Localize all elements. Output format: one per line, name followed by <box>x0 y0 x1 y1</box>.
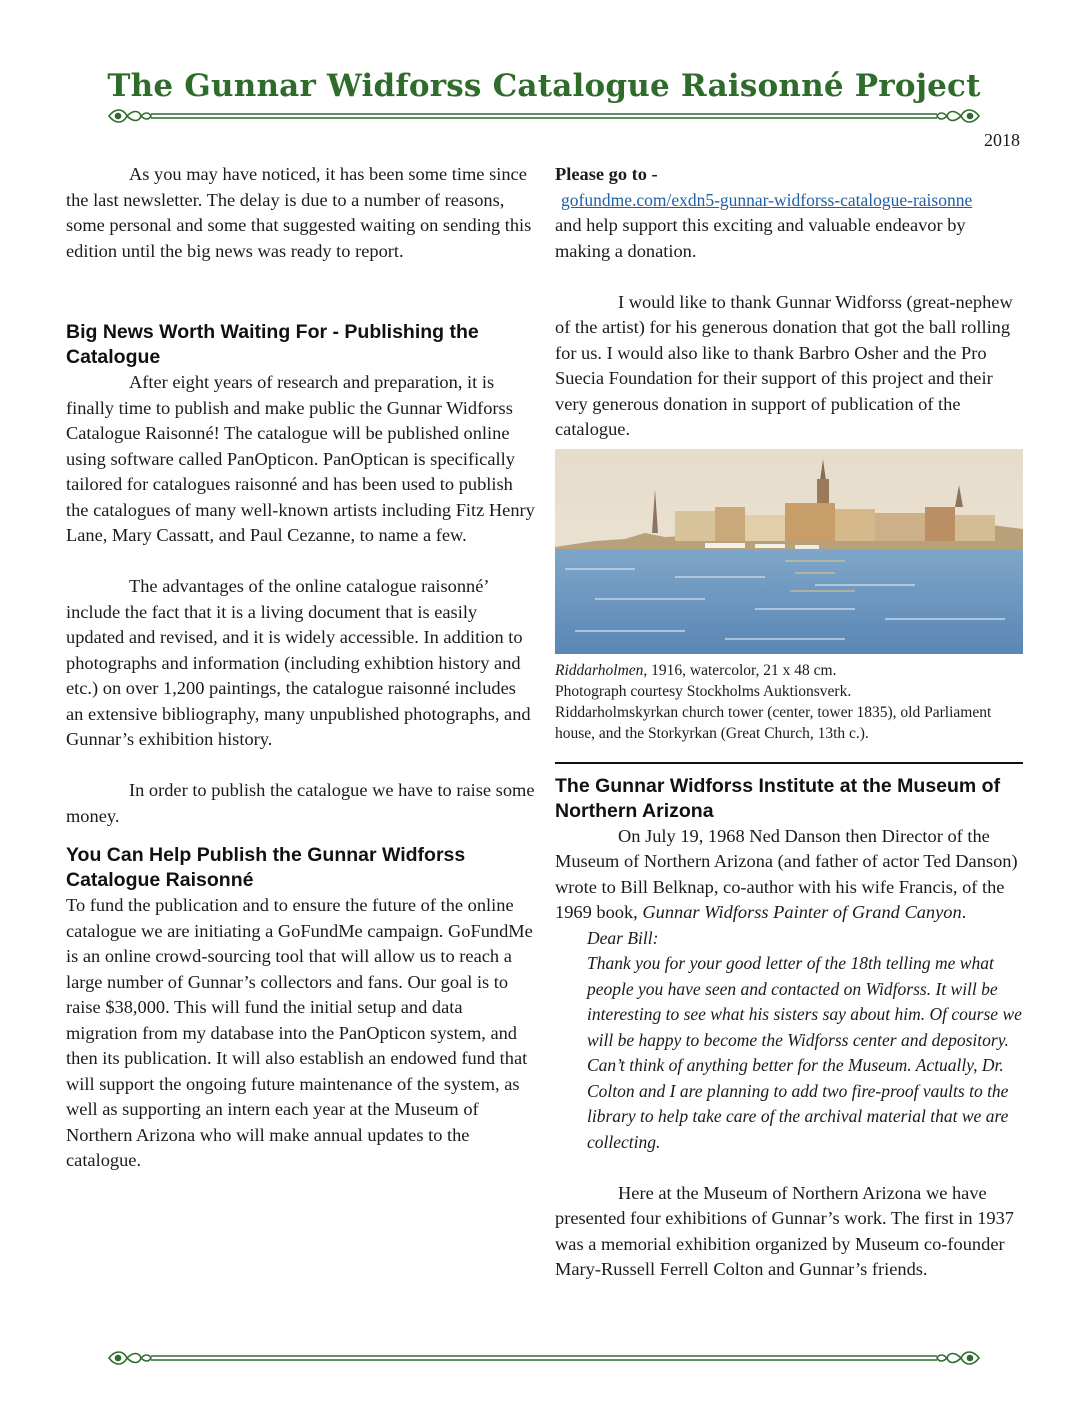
photo-credit: Photograph courtesy Stockholms Auktionsverk. <box>555 682 852 700</box>
section-heading-big-news: Big News Worth Waiting For - Publishing the Catalogue <box>66 321 479 368</box>
thanks-paragraph: I would like to thank Gunnar Widforss (great-nephew of the artist) for his generous donation that got the ball rolling for us. I would also like to thank Barbro Osher and the Pro Suecia Foundation for their support of this project and their very generous donation in support of publication of the catalogue. <box>555 291 1013 439</box>
title-ornament-rule <box>105 104 983 128</box>
big-news-paragraph-3: In order to publish the catalogue we have to raise some money. <box>66 780 535 826</box>
newsletter-title: The Gunnar Widforss Catalogue Raisonné Project <box>107 68 981 104</box>
institute-paragraph-1-end: . <box>961 902 967 922</box>
painting-caption <box>555 660 1023 681</box>
left-column <box>66 162 536 1174</box>
please-go-to-label: Please go to - <box>555 164 658 184</box>
section-heading-help-publish: You Can Help Publish the Gunnar Widforss Catalogue Raisonné <box>66 844 466 891</box>
section-heading-institute: The Gunnar Widforss Institute at the Museum of Northern Arizona <box>555 774 1001 822</box>
gofundme-link[interactable]: gofundme.com/exdn5-gunnar-widforss-catalogue-raisonne <box>561 189 973 210</box>
book-title: Gunnar Widforss Painter of Grand Canyon <box>642 902 962 922</box>
big-news-paragraph-1: After eight years of research and preparation, it is finally time to publish and make public the Gunnar Widforss Catalogue Raisonné! The catalogue will be published online using software called PanOpticon. PanOptican is specifically tailored for catalogues raisonné and has been used to publish the catalogues of many well-known artists including Fitz Henry Lane, Mary Cassatt, and Paul Cezanne, to name a few. <box>66 372 535 545</box>
riddarholmen-painting-image <box>555 449 1023 654</box>
danson-letter <box>555 926 1023 1156</box>
big-news-paragraph-2: The advantages of the online catalogue raisonné’ include the fact that it is a living document that is easily updated and revised, and it is widely accessible. In addition to photographs and information (including exhibtion history and etc.) on over 1,200 paintings, the catalogue raisonné includes an extensive bibliography, many unpublished photographs, and Gunnar’s exhibition history. <box>66 576 531 749</box>
intro-paragraph: As you may have noticed, it has been some time since the last newsletter. The delay is due to a number of reasons, some personal and some that suggested waiting on sending this edition until the big news was ready to report. <box>66 164 532 261</box>
donation-call-paragraph: and help support this exciting and valuable endeavor by making a donation. <box>555 215 966 261</box>
institute-paragraph-2: Here at the Museum of Northern Arizona we have presented four exhibitions of Gunnar’s work. The first in 1937 was a memorial exhibition organized by Museum co-founder Mary-Russell Ferrell Colton and Gunnar’s friends. <box>555 1182 1015 1279</box>
letter-salutation: Dear Bill: <box>587 927 659 948</box>
help-publish-paragraph: To fund the publication and to ensure the future of the online catalogue we are initiating a GoFundMe campaign. GoFundMe is an online crowd-sourcing tool that will allow us to reach a large number of Gunnar’s collectors and fans. Our goal is to raise $38,000. This will fund the initial setup and data migration from my database into the PanOpticon system, and then its publication. It will also establish an endowed fund that will support the ongoing future maintenance of the system, as well as supporting an intern each year at the Museum of Northern Arizona who will make annual updates to the catalogue. <box>66 895 533 1170</box>
right-column <box>555 162 1023 1283</box>
painting-title: Riddarholmen <box>555 661 644 679</box>
painting-details: , 1916, watercolor, 21 x 48 cm. <box>643 661 837 679</box>
institute-paragraph-1 <box>555 824 1023 926</box>
section-divider <box>555 762 1023 764</box>
painting-description: Riddarholmskyrkan church tower (center, tower 1835), old Parliament house, and the Storkyrkan (Great Church, 13th c.). <box>555 703 992 742</box>
letter-body: Thank you for your good letter of the 18th telling me what people you have seen and contacted on Widforss. It will be interesting to see what his sisters say about him. Of course we will be happy to become the Widforss center and depository. Can’t think of anything better for the Museum. Actually, Dr. Colton and I are planning to add two fire-proof vaults to the library to help take care of the archival material that we are collecting. <box>587 953 1022 1152</box>
institute-paragraph-1-text: On July 19, 1968 Ned Danson then Director of the Museum of Northern Arizona (and father of actor Ted Danson) wrote to Bill Belknap, co-author with his wife Francis, of the 1969 book, <box>555 825 1018 922</box>
footer-ornament-rule <box>105 1346 983 1370</box>
issue-year: 2018 <box>984 130 1020 150</box>
